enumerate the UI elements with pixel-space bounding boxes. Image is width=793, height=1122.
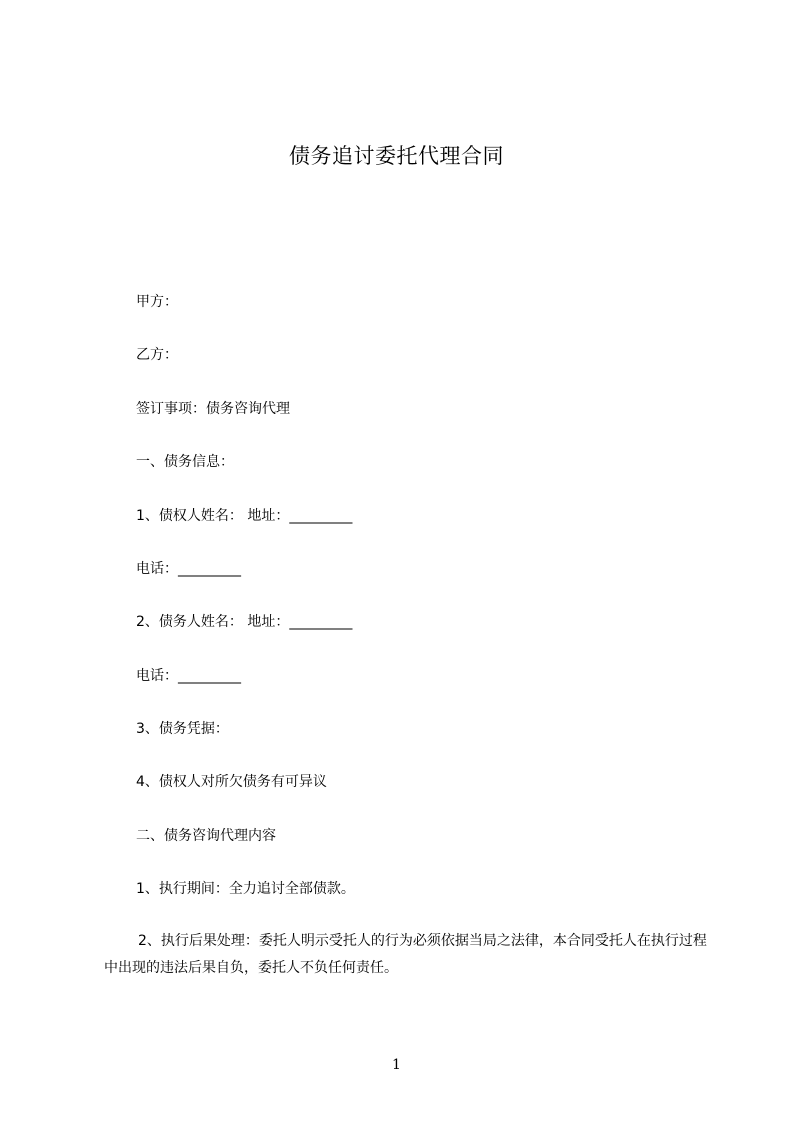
- debt-evidence-line: 3、债务凭据：: [136, 721, 229, 737]
- debtor-phone-line: 电话：_________: [136, 668, 241, 684]
- section-2-heading: 二、债务咨询代理内容: [136, 828, 276, 844]
- document-title: 债务追讨委托代理合同: [289, 144, 504, 168]
- page-number: 1: [392, 1057, 401, 1073]
- execution-period-line: 1、执行期间：全力追讨全部债款。: [136, 881, 355, 897]
- creditor-info-line: 1、债权人姓名： 地址：_________: [136, 508, 353, 524]
- party-b-line: 乙方：: [136, 347, 178, 363]
- signing-matter-line: 签订事项：债务咨询代理: [136, 401, 290, 417]
- creditor-objection-line: 4、债权人对所欠债务有可异议: [136, 774, 327, 790]
- debtor-info-line: 2、债务人姓名： 地址：_________: [136, 614, 353, 630]
- party-a-line: 甲方：: [136, 294, 178, 310]
- creditor-phone-line: 电话：_________: [136, 561, 241, 577]
- execution-consequence-paragraph: 2、执行后果处理：委托人明示受托人的行为必须依据当局之法律，本合同受托人在执行过程中出现的违法后果自负，委托人不负任何责任。: [104, 933, 707, 976]
- section-1-heading: 一、债务信息：: [136, 454, 234, 470]
